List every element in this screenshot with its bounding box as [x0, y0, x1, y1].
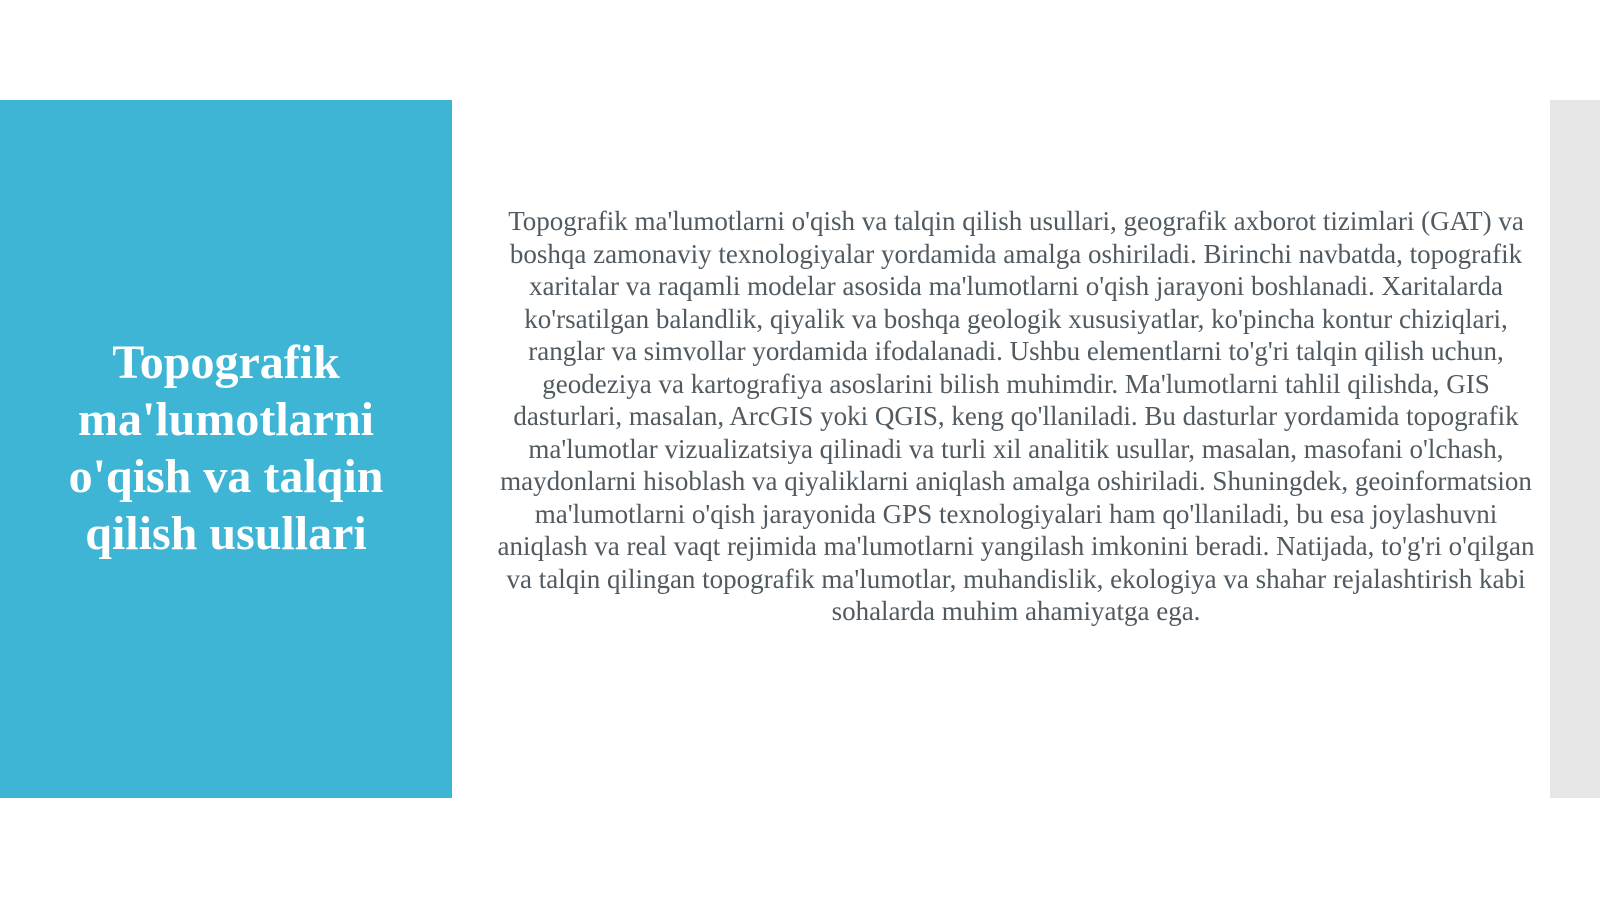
title-panel	[0, 100, 452, 798]
slide-title: Topografik ma'lumotlarni o'qish va talqin qilish usullari	[68, 336, 384, 560]
slide-body-text: Topografik ma'lumotlarni o'qish va talqin qilish usullari, geografik axborot tizimlari (GAT) va boshqa zamonaviy texnologiyalar yordamida amalga oshiriladi. Birinchi navbatda, topografik xaritalar va raqamli modelar asosida ma'lumotlarni o'qish jarayoni boshlanadi. Xaritalarda ko'rsatilgan balandlik, qiyalik va boshqa geologik xususiyatlar, ko'pincha kontur chiziqlari, ranglar va simvollar yordamida ifodalanadi. Ushbu elementlarni to'g'ri talqin qilish uchun, geodeziya va kartografiya asoslarini bilish muhimdir. Ma'lumotlarni tahlil qilishda, GIS dasturlari, masalan, ArcGIS yoki QGIS, keng qo'llaniladi. Bu dasturlar yordamida topografik ma'lumotlar vizualizatsiya qilinadi va turli xil analitik usullar, masalan, masofani o'lchash, maydonlarni hisoblash va qiyaliklarni aniqlash amalga oshiriladi. Shuningdek, geoinformatsion ma'lumotlarni o'qish jarayonida GPS texnologiyalari ham qo'llaniladi, bu esa joylashuvni aniqlash va real vaqt rejimida ma'lumotlarni yangilash imkonini beradi. Natijada, to'g'ri o'qilgan va talqin qilingan topografik ma'lumotlar, muhandislik, ekologiya va shahar rejalashtirish kabi sohalarda muhim ahamiyatga ega.	[497, 206, 1535, 626]
right-decorative-bar	[1550, 100, 1600, 798]
